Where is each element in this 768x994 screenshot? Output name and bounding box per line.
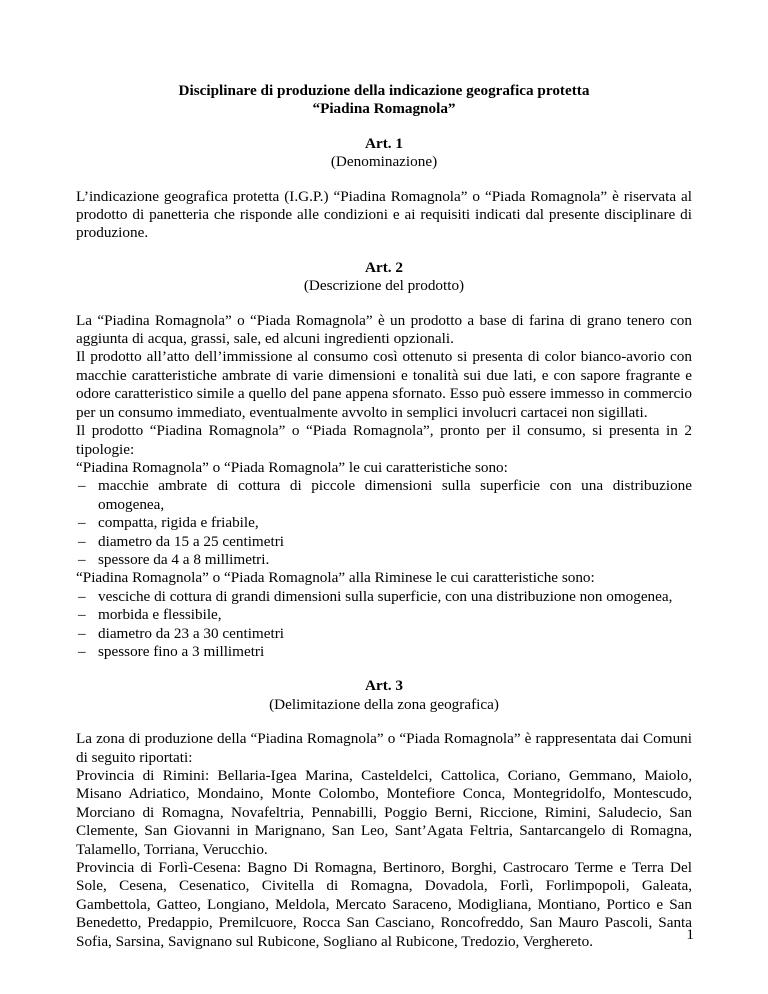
art1-subheading: (Denominazione) (330, 153, 438, 171)
list-item: – macchie ambrate di cottura di piccole dimensioni sulla superficie con una distribuzione omogenea, (78, 477, 692, 513)
list-item: – spessore fino a 3 millimetri (78, 642, 265, 660)
dash-bullet: – (78, 532, 86, 550)
list-item: – morbida e flessibile, (78, 606, 222, 624)
dash-bullet: – (78, 642, 86, 660)
art2-paragraph-2: Il prodotto all’atto dell’immissione al consumo così ottenuto si presenta di color bianco-avorio con macchie caratteristiche ambrate di varie dimensioni e tonalità sui due lati, e con sapore fragrante e odore caratteristico simile a quello del pane appena sfornato. Esso può essere immesso in commercio per un consumo immediato, eventualmente avvolto in semplici involucri cartacei non sigillati. (76, 348, 692, 421)
art3-paragraph-1: La zona di produzione della “Piadina Romagnola” o “Piada Romagnola” è rappresentata dai Comuni di seguito riportati: (76, 730, 692, 766)
list-item: – vesciche di cottura di grandi dimensioni sulla superficie, con una distribuzione non omogenea, (78, 587, 673, 605)
page-number: 1 (686, 926, 694, 943)
dash-bullet: – (78, 587, 86, 605)
list-item: – compatta, rigida e friabile, (78, 514, 259, 532)
dash-bullet: – (78, 606, 86, 624)
dash-bullet: – (78, 514, 86, 532)
dash-bullet: – (78, 624, 86, 642)
art3-paragraph-2: Provincia di Rimini: Bellaria-Igea Marina, Casteldelci, Cattolica, Coriano, Gemmano, Maiolo, Misano Adriatico, Mondaino, Monte Colombo, Montefiore Conca, Montegridolfo, Montescudo, Morciano di Romagna, Novafeltria, Pennabilli, Poggio Berni, Riccione, Rimini, Saludecio, San Clemente, San Giovanni in Marignano, San Leo, Sant’Agata Feltria, Santarcangelo di Romagna, Talamello, Torriana, Verucchio. (76, 767, 692, 858)
art2-heading: Art. 2 (365, 258, 403, 276)
art3-subheading: (Delimitazione della zona geografica) (269, 695, 499, 713)
art1-paragraph: L’indicazione geografica protetta (I.G.P.) “Piadina Romagnola” o “Piada Romagnola” è riservata al prodotto di panetteria che risponde alle condizioni e ai requisiti indicati dal presente disciplinare di produzione. (76, 187, 692, 242)
art2-subheading: (Descrizione del prodotto) (303, 277, 465, 295)
list-item: – diametro da 23 a 30 centimetri (78, 624, 284, 642)
art2-type2-intro: “Piadina Romagnola” o “Piada Romagnola” alla Riminese le cui caratteristiche sono: (76, 569, 595, 587)
document-title-line-2: “Piadina Romagnola” (312, 100, 456, 118)
dash-bullet: – (78, 477, 86, 495)
art2-paragraph-3: Il prodotto “Piadina Romagnola” o “Piada Romagnola”, pronto per il consumo, si presenta in 2 tipologie: (76, 422, 692, 458)
list-item: – spessore da 4 a 8 millimetri. (78, 550, 270, 568)
art2-type1-intro: “Piadina Romagnola” o “Piada Romagnola” le cui caratteristiche sono: (76, 458, 508, 476)
art3-heading: Art. 3 (365, 677, 403, 695)
document-body (76, 82, 692, 951)
art2-paragraph-1: La “Piadina Romagnola” o “Piada Romagnola” è un prodotto a base di farina di grano tenero con aggiunta di acqua, grassi, sale, ed alcuni ingredienti opzionali. (76, 311, 692, 348)
dash-bullet: – (78, 550, 86, 568)
art1-heading: Art. 1 (365, 134, 403, 152)
art2-type2-list (76, 588, 692, 662)
art3-paragraph-3: Provincia di Forlì-Cesena: Bagno Di Romagna, Bertinoro, Borghi, Castrocaro Terme e Terra Del Sole, Cesena, Cesenatico, Civitella di Romagna, Dovadola, Forlì, Forlimpopoli, Galeata, Gambettola, Gatteo, Longiano, Meldola, Mercato Saraceno, Modigliana, Montiano, Portico e San Benedetto, Predappio, Premilcuore, Rocca San Casciano, Roncofreddo, San Mauro Pascoli, Santa Sofia, Sarsina, Savignano sul Rubicone, Sogliano al Rubicone, Tredozio, Verghereto. (76, 859, 692, 950)
art2-type1-list (76, 477, 692, 569)
document-title-line-1: Disciplinare di produzione della indicazione geografica protetta (178, 82, 590, 99)
list-item: – diametro da 15 a 25 centimetri (78, 532, 284, 550)
